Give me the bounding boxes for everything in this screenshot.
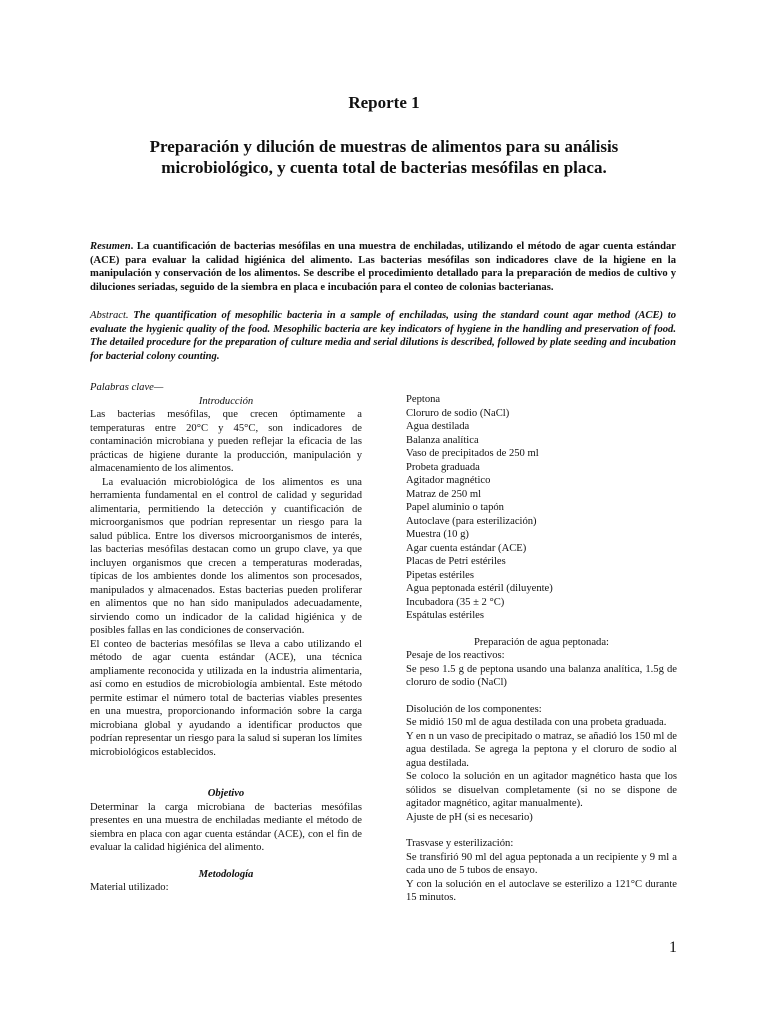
- report-title: Preparación y dilución de muestras de alimentos para su análisis microbiológico, y cuenta total de bacterias mesófilas en placa.: [149, 137, 619, 177]
- list-item: Placas de Petri estériles: [406, 556, 506, 567]
- disolucion-step-1: Se midió 150 ml de agua destilada con una probeta graduada.: [406, 717, 667, 728]
- page-number: 1: [669, 939, 677, 956]
- list-item: Matraz de 250 ml: [406, 488, 482, 500]
- intro-heading: Introducción: [198, 395, 254, 407]
- list-item: Agitador magnético: [406, 475, 491, 486]
- list-item: Pipetas estériles: [406, 569, 474, 581]
- disolucion-label: Disolución de los componentes:: [406, 703, 542, 715]
- list-item: Incubadora (35 ± 2 °C): [406, 596, 505, 608]
- list-item: Peptona: [406, 394, 441, 405]
- disolucion-step-3: Se coloco la solución en un agitador magnético hasta que los sólidos se disuelvan completamente (si no se dispone de agitador magnético, agitar manualmente).: [406, 771, 677, 809]
- list-item: Agua peptonada estéril (diluyente): [406, 583, 553, 594]
- list-item: Papel aluminio o tapón: [406, 502, 504, 513]
- list-item: Muestra (10 g): [406, 529, 469, 540]
- abstract-text: The quantification of mesophilic bacteria in a sample of enchiladas, using the standard count agar method (ACE) to evaluate the hygienic quality of the food. Mesophilic bacteria are key indicators of hygiene in the handling and preservation of food. The detailed procedure for the preparation of culture media and serial dilutions is described, followed by plate seeding and incubation for bacterial colony counting.: [90, 310, 676, 362]
- abstract-label: Abstract.: [90, 310, 129, 321]
- left-column: [90, 381, 362, 895]
- right-column: [406, 393, 677, 905]
- materials-label: Material utilizado:: [90, 882, 169, 893]
- materials-list: [406, 393, 677, 623]
- metodologia-heading: Metodología: [198, 868, 254, 880]
- intro-paragraph-3: El conteo de bacterias mesófilas se lleva a cabo utilizando el método de agar cuenta estándar (ACE), una técnica ampliamente reconocida y utilizada en la industria alimentaria, así como en estudios de microbiología ambiental. Este método permite estimar el número total de bacterias viables presentes en una muestra, proporcionando información sobre la carga microbiana global y ayudando a identificar productos que podrían representar un riesgo para la salud si superan los límites microbiológicos establecidos.: [90, 638, 362, 758]
- objetivo-heading: Objetivo: [207, 788, 245, 799]
- list-item: Agar cuenta estándar (ACE): [406, 542, 527, 554]
- keywords: Palabras clave—: [90, 382, 164, 393]
- disolucion-step-2: Y en n un vaso de precipitado o matraz, se añadió los 150 ml de agua destilada. Se agrega la peptona y el cloruro de sodio al agua destilada.: [406, 730, 677, 769]
- resumen-paragraph: [90, 240, 676, 294]
- list-item: Agua destilada: [406, 421, 470, 432]
- preparacion-heading: Preparación de agua peptonada:: [473, 636, 609, 648]
- list-item: Vaso de precipitados de 250 ml: [406, 448, 539, 459]
- abstract-paragraph: [90, 309, 676, 363]
- list-item: Probeta graduada: [406, 461, 480, 473]
- list-item: Autoclave (para esterilización): [406, 515, 537, 527]
- trasvase-label: Trasvase y esterilización:: [406, 838, 514, 849]
- intro-paragraph-1: Las bacterias mesófilas, que crecen óptimamente a temperaturas entre 20°C y 45°C, son indicadores de contaminación microbiana y pueden reflejar la eficacia de las prácticas de higiene durante la producción, manipulación y almacenamiento de los alimentos.: [90, 409, 362, 474]
- resumen-label: Resumen: [90, 241, 131, 252]
- report-number: Reporte 1: [348, 93, 420, 112]
- intro-paragraph-2: La evaluación microbiológica de los alimentos es una herramienta fundamental en el control de calidad y seguridad alimentaria, permitiendo la detección y cuantificación de microorganismos que podrían representar un riesgo para la salud pública. Entre los diversos microorganismos de interés, las bacterias mesófilas destacan como un grupo clave, ya que incluyen organismos que crecen a temperaturas moderadas, típicas de los ambientes donde los alimentos son procesados, manipulados y almacenados. Estas bacterias pueden proliferar en alimentos que no han sido manipulados adecuadamente, sirviendo como un indicador de la calidad higiénica y de posibles fallas en las condiciones de conservación.: [90, 476, 362, 636]
- trasvase-step-2: Y con la solución en el autoclave se esterilizo a 121°C durante 15 minutos.: [406, 878, 677, 903]
- pesaje-text: Se peso 1.5 g de peptona usando una balanza analítica, 1.5g de cloruro de sodio (NaCl): [406, 663, 677, 688]
- list-item: Espátulas estériles: [406, 610, 484, 621]
- ph-adjust: Ajuste de pH (si es necesario): [406, 811, 533, 823]
- pesaje-label: Pesaje de los reactivos:: [406, 650, 505, 661]
- objetivo-paragraph: Determinar la carga microbiana de bacterias mesófilas presentes en una muestra de enchiladas mediante el método de siembra en placa con agar cuenta estándar (ACE), con el fin de evaluar la calidad higiénica del alimento.: [90, 801, 362, 853]
- list-item: Cloruro de sodio (NaCl): [406, 407, 510, 419]
- resumen-text: . La cuantificación de bacterias mesófilas en una muestra de enchiladas, utilizando el método de agar cuenta estándar (ACE) para evaluar la calidad higiénica del alimento. Las bacterias mesófilas son indicadores clave de la higiene en la manipulación y conservación de los alimentos. Se describe el procedimiento detallado para la preparación de medios de cultivo y diluciones seriadas, seguido de la siembra en placa e incubación para el conteo de colonias bacterianas.: [90, 241, 676, 293]
- trasvase-step-1: Se transfirió 90 ml del agua peptonada a un recipiente y 9 ml a cada uno de 5 tubos de ensayo.: [406, 851, 677, 876]
- list-item: Balanza analítica: [406, 434, 479, 446]
